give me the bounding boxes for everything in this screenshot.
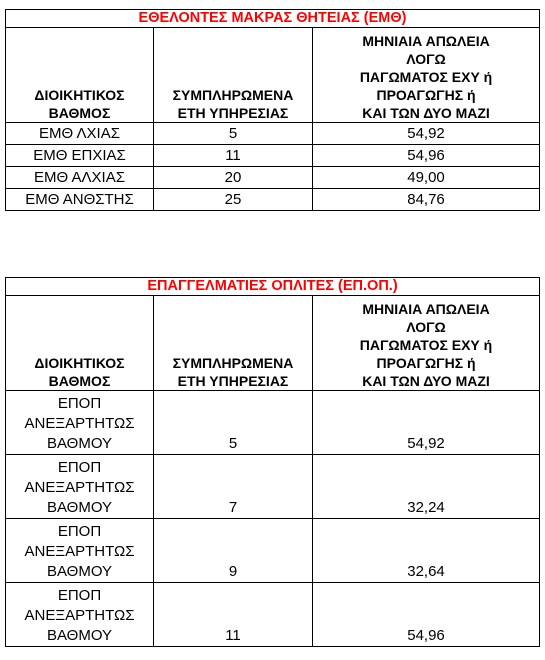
rank-cell: ΕΜΘ ΕΠΧΙΑΣ (6, 145, 154, 167)
table-row (6, 519, 540, 583)
rank-cell: ΕΜΘ ΛΧΙΑΣ (6, 123, 154, 145)
column-header-rank: ΔΙΟΙΚΗΤΙΚΟΣ ΒΑΘΜΟΣ (6, 28, 154, 123)
table-row (6, 391, 540, 455)
loss-cell: 54,96 (313, 583, 540, 647)
years-cell: 11 (154, 583, 313, 647)
rank-cell: ΕΠΟΠ ΑΝΕΞΑΡΤΗΤΩΣ ΒΑΘΜΟΥ (6, 583, 154, 647)
table-row (6, 167, 540, 189)
table-row (6, 455, 540, 519)
years-cell: 9 (154, 519, 313, 583)
column-header-rank: ΔΙΟΙΚΗΤΙΚΟΣ ΒΑΘΜΟΣ (6, 296, 154, 391)
rank-cell: ΕΜΘ ΑΛΧΙΑΣ (6, 167, 154, 189)
table-title: ΕΠΑΓΓΕΛΜΑΤΙΕΣ ΟΠΛΙΤΕΣ (ΕΠ.ΟΠ.) (6, 278, 540, 296)
table-title: ΕΘΕΛΟΝΤΕΣ ΜΑΚΡΑΣ ΘΗΤΕΙΑΣ (ΕΜΘ) (6, 10, 540, 28)
years-cell: 7 (154, 455, 313, 519)
rank-cell: ΕΠΟΠ ΑΝΕΞΑΡΤΗΤΩΣ ΒΑΘΜΟΥ (6, 455, 154, 519)
epop-table (5, 277, 540, 647)
table-row (6, 189, 540, 211)
loss-cell: 32,64 (313, 519, 540, 583)
rank-cell: ΕΜΘ ΑΝΘΣΤΗΣ (6, 189, 154, 211)
table-row (6, 145, 540, 167)
years-cell: 25 (154, 189, 313, 211)
years-cell: 5 (154, 391, 313, 455)
loss-cell: 54,92 (313, 391, 540, 455)
table-row (6, 583, 540, 647)
table-row (6, 123, 540, 145)
column-header-years: ΣΥΜΠΛΗΡΩΜΕΝΑ ΕΤΗ ΥΠΗΡΕΣΙΑΣ (154, 28, 313, 123)
column-header-loss: ΜΗΝΙΑΙΑ ΑΠΩΛΕΙΑ ΛΟΓΩ ΠΑΓΩΜΑΤΟΣ ΕΧΥ ή ΠΡΟΑΓΩΓΗΣ ή ΚΑΙ ΤΩΝ ΔΥΟ ΜΑΖΙ (313, 296, 540, 391)
years-cell: 11 (154, 145, 313, 167)
rank-cell: ΕΠΟΠ ΑΝΕΞΑΡΤΗΤΩΣ ΒΑΘΜΟΥ (6, 519, 154, 583)
years-cell: 5 (154, 123, 313, 145)
loss-cell: 54,92 (313, 123, 540, 145)
loss-cell: 54,96 (313, 145, 540, 167)
rank-cell: ΕΠΟΠ ΑΝΕΞΑΡΤΗΤΩΣ ΒΑΘΜΟΥ (6, 391, 154, 455)
column-header-loss: ΜΗΝΙΑΙΑ ΑΠΩΛΕΙΑ ΛΟΓΩ ΠΑΓΩΜΑΤΟΣ ΕΧΥ ή ΠΡΟΑΓΩΓΗΣ ή ΚΑΙ ΤΩΝ ΔΥΟ ΜΑΖΙ (313, 28, 540, 123)
loss-cell: 32,24 (313, 455, 540, 519)
column-header-years: ΣΥΜΠΛΗΡΩΜΕΝΑ ΕΤΗ ΥΠΗΡΕΣΙΑΣ (154, 296, 313, 391)
loss-cell: 84,76 (313, 189, 540, 211)
emth-table (5, 9, 540, 211)
loss-cell: 49,00 (313, 167, 540, 189)
years-cell: 20 (154, 167, 313, 189)
